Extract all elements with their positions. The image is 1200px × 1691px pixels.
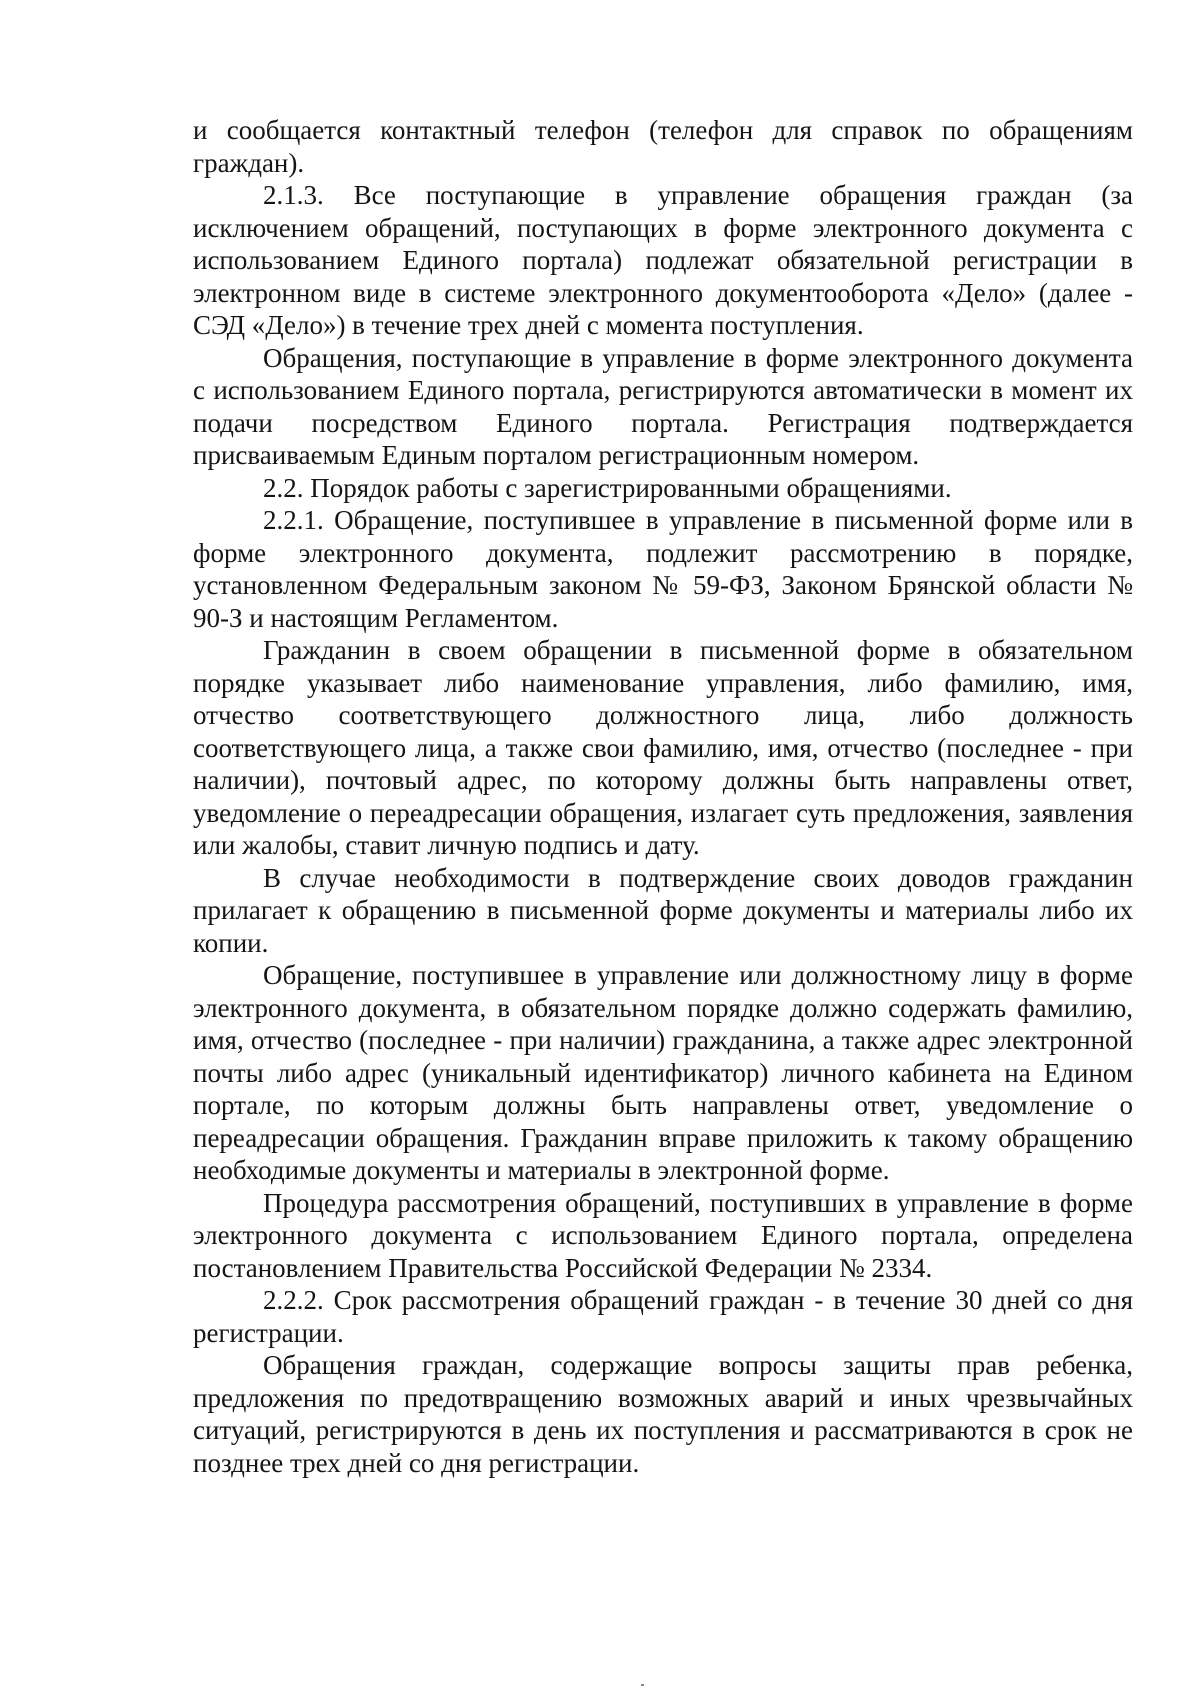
- paragraph-2-2-1: 2.2.1. Обращение, поступившее в управление в письменной форме или в форме электронного документа, подлежит рассмотрению в порядке, установленном Федеральным законом № 59-ФЗ, Законом Брянской области № 90-З и настоящим Регламентом.: [193, 505, 1133, 633]
- paragraph-2-1-3: 2.1.3. Все поступающие в управление обращения граждан (за исключением обращений, поступающих в форме электронного документа с использованием Единого портала) подлежат обязательной регистрации в электронном виде в системе электронного документооборота «Дело» (далее - СЭД «Дело») в течение трех дней с момента поступления.: [193, 180, 1133, 340]
- paragraph-2-2-2: 2.2.2. Срок рассмотрения обращений граждан - в течение 30 дней со дня регистрации.: [193, 1285, 1133, 1348]
- paragraph-2-2: 2.2. Порядок работы с зарегистрированными обращениями.: [263, 472, 952, 503]
- document-body: [193, 114, 1133, 1479]
- paragraph-procedure: Процедура рассмотрения обращений, поступивших в управление в форме электронного документа с использованием Единого портала, определена постановлением Правительства Российской Федерации № 2334.: [193, 1187, 1133, 1283]
- paragraph-electronic-registration: Обращения, поступающие в управление в форме электронного документа с использованием Единого портала, регистрируются автоматически в момент их подачи посредством Единого портала. Регистрация подтверждается присваиваемым Единым порталом регистрационным номером.: [193, 342, 1133, 470]
- paragraph-continuation: и сообщается контактный телефон (телефон для справок по обращениям граждан).: [193, 115, 1133, 178]
- paragraph-urgent-requests: Обращения граждан, содержащие вопросы защиты прав ребенка, предложения по предотвращению возможных аварий и иных чрезвычайных ситуаций, регистрируются в день их поступления и рассматриваются в срок не позднее трех дней со дня регистрации.: [193, 1350, 1133, 1478]
- paragraph-electronic-requirements: Обращение, поступившее в управление или должностному лицу в форме электронного документа, в обязательном порядке должно содержать фамилию, имя, отчество (последнее - при наличии) гражданина, а также адрес электронной почты либо адрес (уникальный идентификатор) личного кабинета на Едином портале, по которым должны быть направлены ответ, уведомление о переадресации обращения. Гражданин вправе приложить к такому обращению необходимые документы и материалы в электронной форме.: [193, 960, 1133, 1185]
- scan-speck: [641, 1684, 644, 1686]
- paragraph-written-requirements: Гражданин в своем обращении в письменной форме в обязательном порядке указывает либо наименование управления, либо фамилию, имя, отчество соответствующего должностного лица, либо должность соответствующего лица, а также свои фамилию, имя, отчество (последнее - при наличии), почтовый адрес, по которому должны быть направлены ответ, уведомление о переадресации обращения, излагает суть предложения, заявления или жалобы, ставит личную подпись и дату.: [193, 635, 1133, 860]
- paragraph-attachments: В случае необходимости в подтверждение своих доводов гражданин прилагает к обращению в письменной форме документы и материалы либо их копии.: [193, 862, 1133, 958]
